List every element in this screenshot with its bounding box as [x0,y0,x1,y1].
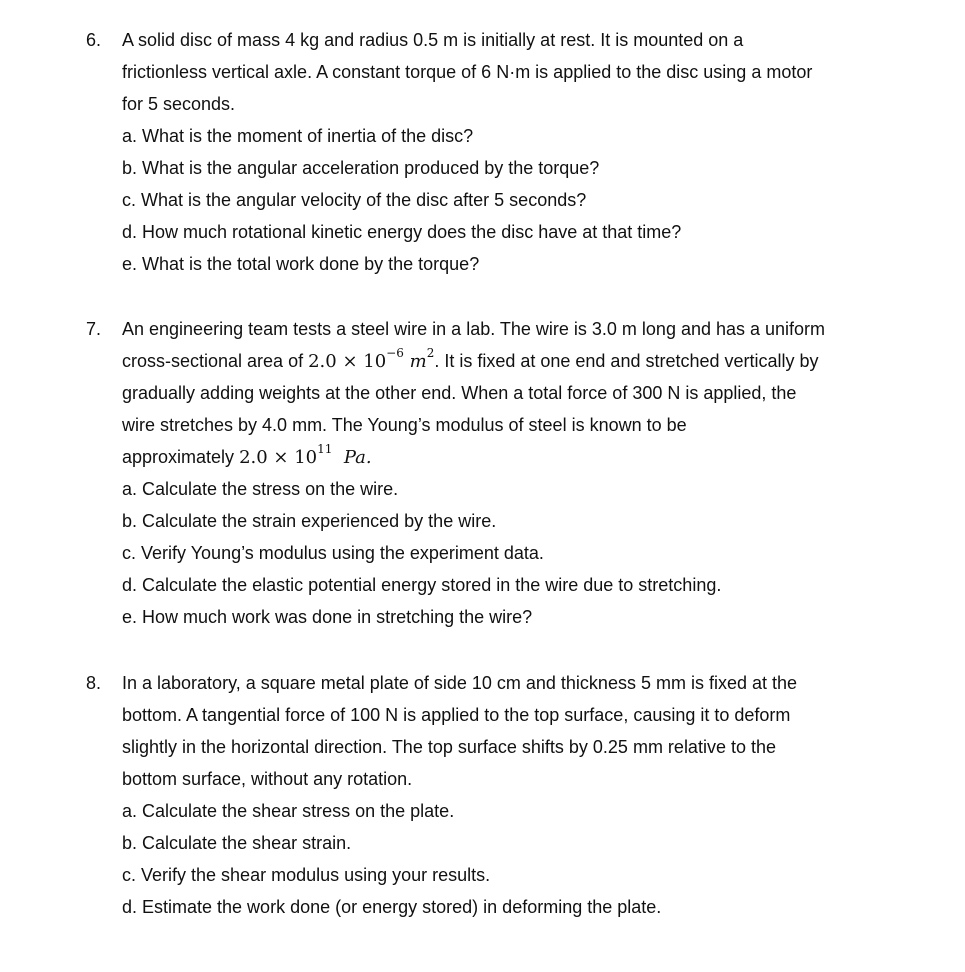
question-part-c: c. Verify the shear modulus using your results. [122,865,491,885]
text-segment: cross-sectional area of [122,351,304,371]
question-part-e: e. How much work was done in stretching the wire? [122,607,533,627]
problem-text-line: wire stretches by 4.0 mm. The Young’s modulus of steel is known to be [122,415,687,435]
problem-text-line: An engineering team tests a steel wire in a lab. The wire is 3.0 m long and has a uniform [122,319,826,339]
problem-text-line: In a laboratory, a square metal plate of side 10 cm and thickness 5 mm is fixed at the [122,673,798,693]
question-part-d: d. How much rotational kinetic energy does the disc have at that time? [122,222,682,242]
math-exponent: 11 [317,442,333,456]
question-part-a: a. Calculate the stress on the wire. [122,479,399,499]
problem-number: 7. [86,319,102,339]
question-part-c: c. What is the angular velocity of the disc after 5 seconds? [122,190,587,210]
question-part-b: b. Calculate the shear strain. [122,833,352,853]
problem-text-line [122,441,372,474]
problem-text-line [122,345,819,378]
text-segment: . It is fixed at one end and stretched vertically by [434,351,819,371]
problem-text-line: for 5 seconds. [122,94,236,114]
question-part-d: d. Calculate the elastic potential energy stored in the wire due to stretching. [122,575,722,595]
problem-number: 6. [86,30,102,50]
area-expression [308,346,435,372]
problem-text-line: gradually adding weights at the other end. When a total force of 300 N is applied, the [122,383,797,403]
question-part-d: d. Estimate the work done (or energy stored) in deforming the plate. [122,897,662,917]
question-part-a: a. What is the moment of inertia of the disc? [122,126,474,146]
modulus-expression [239,442,372,468]
problem-number: 8. [86,673,102,693]
question-part-a: a. Calculate the shear stress on the plate. [122,801,455,821]
problem-text-line: frictionless vertical axle. A constant torque of 6 N·m is applied to the disc using a motor [122,62,813,82]
text-segment: approximately [122,447,235,467]
math-unit-exponent: 2 [426,346,435,360]
question-part-e: e. What is the total work done by the torque? [122,254,480,274]
math-exponent: −6 [386,346,404,360]
question-part-b: b. Calculate the strain experienced by the wire. [122,511,497,531]
problem-text-line: bottom surface, without any rotation. [122,769,413,789]
question-part-b: b. What is the angular acceleration produced by the torque? [122,158,600,178]
question-part-c: c. Verify Young’s modulus using the experiment data. [122,543,544,563]
math-unit: Pa. [343,447,372,468]
math-mantissa: 2.0 × 10 [239,447,318,468]
math-mantissa: 2.0 × 10 [308,351,387,372]
problem-text-line: A solid disc of mass 4 kg and radius 0.5 m is initially at rest. It is mounted on a [122,30,744,50]
math-unit: m [409,351,427,372]
problem-text-line: slightly in the horizontal direction. The top surface shifts by 0.25 mm relative to the [122,737,776,757]
problem-text-line: bottom. A tangential force of 100 N is applied to the top surface, causing it to deform [122,705,791,725]
